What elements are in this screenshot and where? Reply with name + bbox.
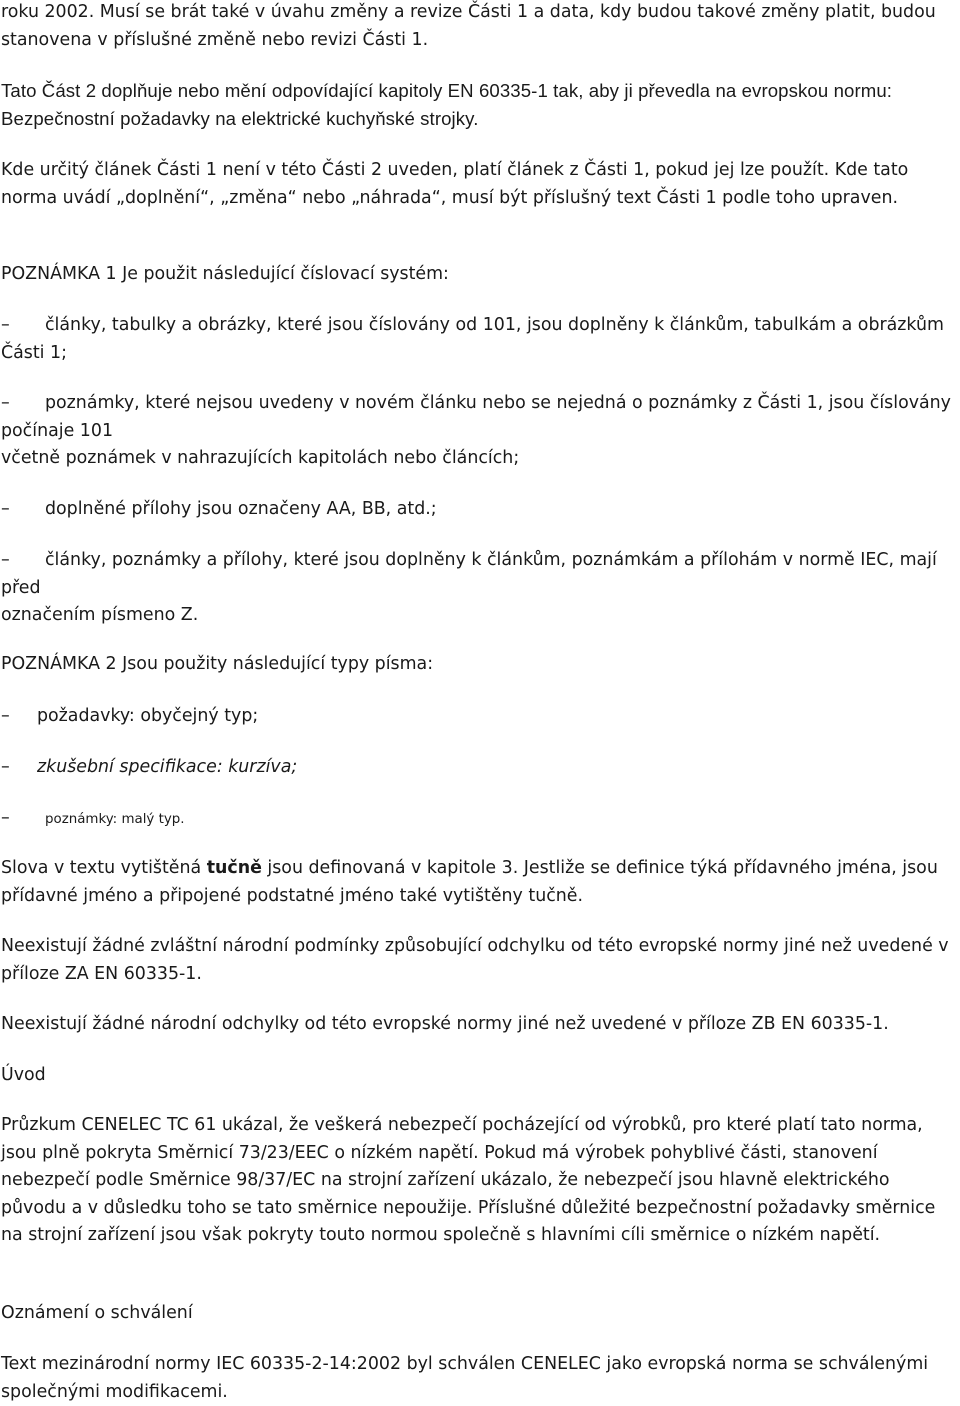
list-item xyxy=(1,703,960,731)
list-item-text: požadavky: obyčejný typ; xyxy=(37,706,259,726)
list-dash: – xyxy=(1,550,10,570)
list-dash: – xyxy=(1,757,10,777)
note-1-heading: POZNÁMKA 1 Je použit následující číslovací systém: xyxy=(1,264,449,284)
paragraph-annex-za: Neexistují žádné zvláštní národní podmínky způsobující odchylku od této evropské normy jiné než uvedené v příloze ZA EN 60335-1. xyxy=(1,936,949,984)
list-item xyxy=(1,805,960,834)
text-run: Slova v textu vytištěná xyxy=(1,858,207,878)
list-dash: – xyxy=(1,808,10,828)
list-item xyxy=(1,547,960,602)
paragraph-bold-terms xyxy=(1,855,960,910)
paragraph-scope: Tato Část 2 doplňuje nebo mění odpovídající kapitoly EN 60335-1 tak, aby ji převedla na evropskou normu: Bezpečnostní požadavky na elektrické kuchyňské strojky. xyxy=(1,80,893,129)
paragraph-annex-zb: Neexistují žádné národní odchylky od této evropské normy jiné než uvedené v příloze ZB EN 60335-1. xyxy=(1,1014,889,1034)
list-item xyxy=(1,312,960,367)
paragraph-introduction: Průzkum CENELEC TC 61 ukázal, že veškerá nebezpečí pocházející od výrobků, pro které platí tato norma, jsou plně pokryta Směrnicí 73/23/EEC o nízkém napětí. Pokud má výrobek pohyblivé části, stanovení nebezpečí podle Směrnice 98/37/EC na strojní zařízení ukázalo, že nebezpečí jsou hlavně elektrického původu a v důsledku toho se tato směrnice nepoužije. Příslušné důležité bezpečnostní požadavky směrnice na strojní zařízení jsou však pokryty touto normou společně s hlavními cíli směrnice o nízkém napětí. xyxy=(1,1115,936,1245)
text-run: jsou definovaná v kapitole 3. Jestliže se definice týká přídavného jména, jsou přídavné jméno a připojené podstatné jméno také vytištěny tučně. xyxy=(1,858,938,906)
bold-term: tučně xyxy=(206,858,262,878)
list-dash: – xyxy=(1,706,10,726)
list-item-text: doplněné přílohy jsou označeny AA, BB, atd.; xyxy=(45,499,437,519)
list-item xyxy=(1,390,960,445)
list-item xyxy=(1,496,960,524)
paragraph-endorsement: Text mezinárodní normy IEC 60335-2-14:2002 byl schválen CENELEC jako evropská norma se schválenými společnými modifikacemi. xyxy=(1,1354,929,1402)
heading-introduction: Úvod xyxy=(1,1065,46,1085)
list-item-continuation: včetně poznámek v nahrazujících kapitolách nebo článcích; xyxy=(1,448,520,468)
paragraph-revisions: roku 2002. Musí se brát také v úvahu změny a revize Části 1 a data, kdy budou takové změny platit, budou stanovena v příslušné změně nebo revizi Části 1. xyxy=(1,2,936,50)
list-item-text: články, poznámky a přílohy, které jsou doplněny k článkům, poznámkám a přílohám v normě IEC, mají před xyxy=(1,550,937,598)
list-dash: – xyxy=(1,315,10,335)
list-item-text: poznámky: malý typ. xyxy=(45,812,185,827)
heading-endorsement: Oznámení o schválení xyxy=(1,1303,193,1323)
list-dash: – xyxy=(1,393,10,413)
note-2-heading: POZNÁMKA 2 Jsou použity následující typy písma: xyxy=(1,654,434,674)
list-item-text: poznámky, které nejsou uvedeny v novém článku nebo se nejedná o poznámky z Části 1, jsou číslovány počínaje 101 xyxy=(1,393,951,441)
list-item-continuation: označením písmeno Z. xyxy=(1,605,199,625)
list-item xyxy=(1,754,960,782)
list-item-text: články, tabulky a obrázky, které jsou číslovány od 101, jsou doplněny k článkům, tabulkám a obrázkům Části 1; xyxy=(1,315,944,363)
paragraph-clauses: Kde určitý článek Části 1 není v této Části 2 uveden, platí článek z Části 1, pokud jej lze použít. Kde tato norma uvádí „doplnění“, „změna“ nebo „náhrada“, musí být příslušný text Části 1 podle toho upraven. xyxy=(1,160,909,208)
list-dash: – xyxy=(1,499,10,519)
list-item-text: zkušební specifikace: kurzíva; xyxy=(37,757,298,777)
